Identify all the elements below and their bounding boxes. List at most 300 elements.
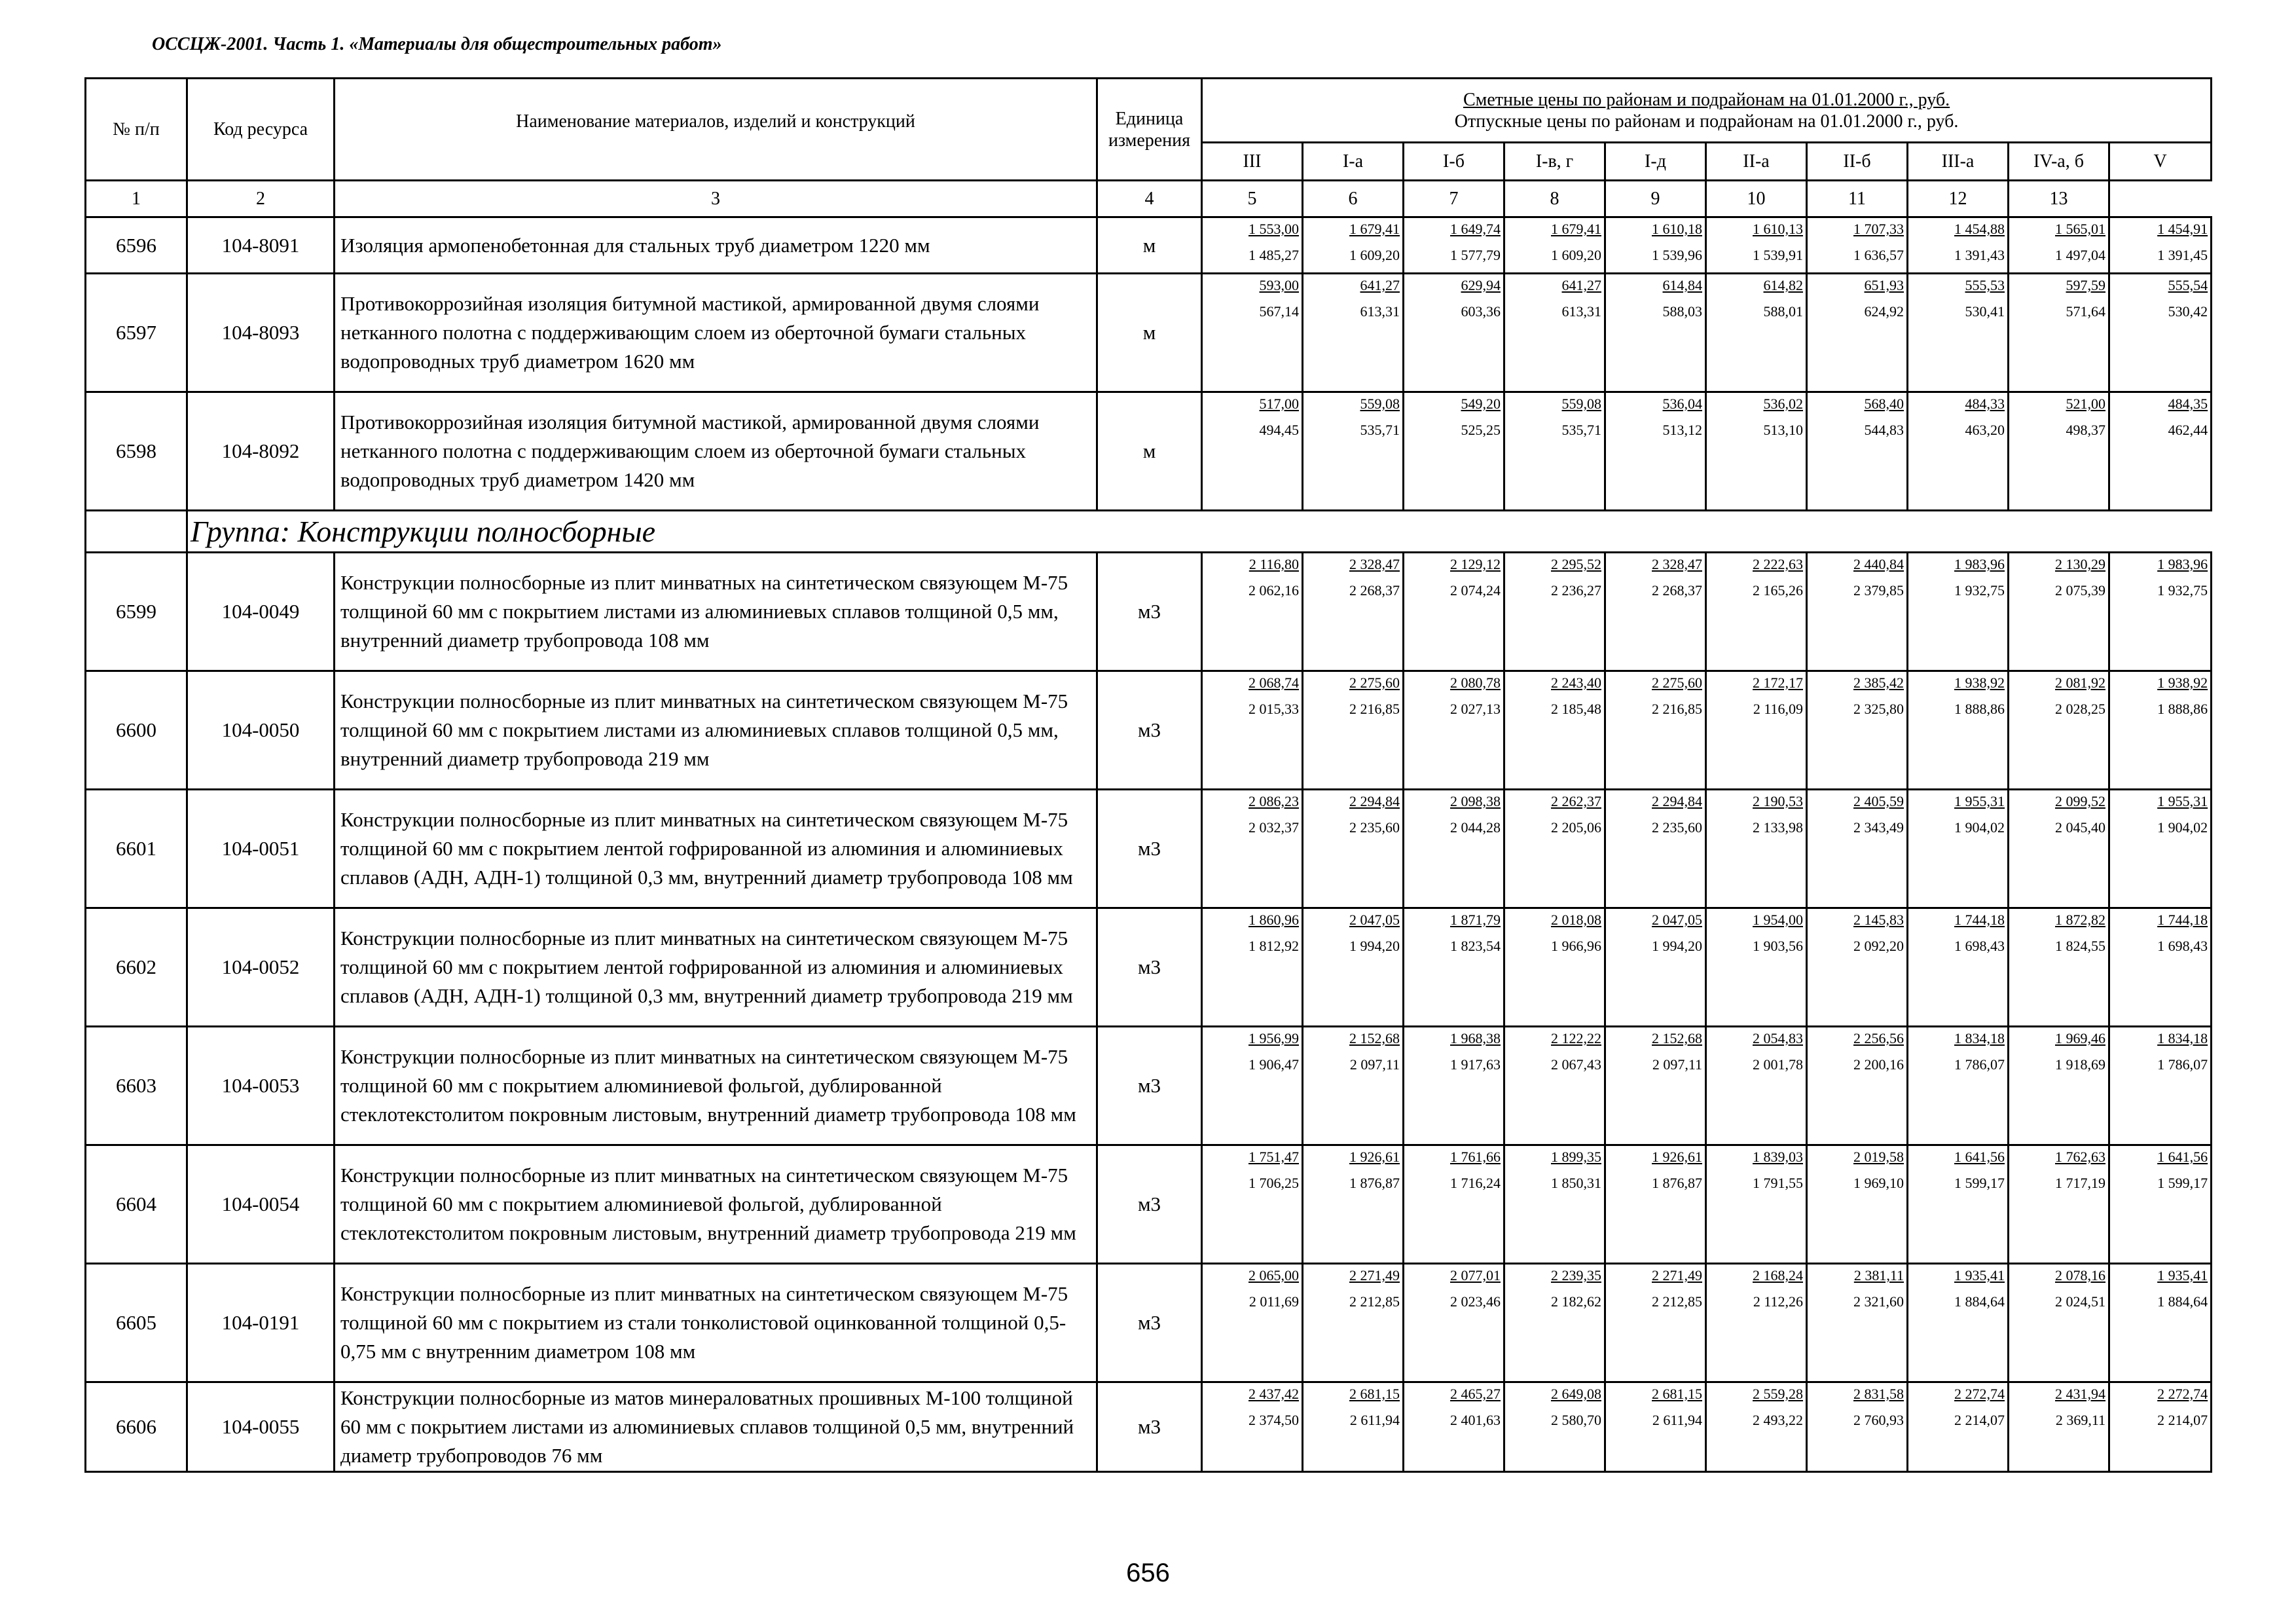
price-cell — [2009, 1145, 2109, 1264]
estimate-price: 2 077,01 — [1450, 1267, 1501, 1283]
estimate-price: 536,04 — [1662, 396, 1702, 412]
estimate-price: 2 098,38 — [1450, 793, 1501, 809]
header-code: Код ресурса — [187, 79, 335, 181]
release-price: 1 391,45 — [2157, 247, 2208, 263]
release-price: 2 182,62 — [1551, 1293, 1601, 1310]
estimate-price: 2 081,92 — [2055, 674, 2105, 691]
estimate-price: 555,53 — [1965, 277, 2005, 293]
price-cell — [2109, 1027, 2212, 1145]
price-cell — [1605, 1264, 1706, 1382]
material-name: Противокоррозийная изоляция битумной мастикой, армированной двумя слоями нетканного полотна с поддерживающим слоем из оберточной бумаги стальных водопроводных труб диаметром 1620 мм — [335, 274, 1097, 392]
header-column-number: 5 — [1202, 181, 1303, 217]
header-region: IV-а, б — [2009, 143, 2109, 181]
row-number: 6603 — [86, 1027, 187, 1145]
estimate-price: 2 440,84 — [1853, 556, 1904, 572]
price-cell — [1404, 1264, 1504, 1382]
unit-of-measure: м3 — [1097, 1264, 1202, 1382]
release-price: 2 760,93 — [1853, 1412, 1904, 1428]
price-cell — [1404, 274, 1504, 392]
estimate-price: 1 834,18 — [1954, 1030, 2005, 1046]
release-price: 2 214,07 — [2157, 1412, 2208, 1428]
release-price: 2 611,94 — [1349, 1412, 1400, 1428]
header-region: I-д — [1605, 143, 1706, 181]
release-price: 2 067,43 — [1551, 1056, 1601, 1073]
estimate-price: 2 559,28 — [1753, 1386, 1803, 1402]
estimate-price: 1 679,41 — [1349, 221, 1400, 237]
material-name: Конструкции полносборные из плит минватных на синтетическом связующем М-75 толщиной 60 мм с покрытием листами из алюминиевых сплавов толщиной 0,5 мм, внутренний диаметр трубопровода 219 мм — [335, 671, 1097, 790]
unit-of-measure: м3 — [1097, 671, 1202, 790]
release-price: 1 823,54 — [1450, 938, 1501, 954]
estimate-price: 614,82 — [1763, 277, 1803, 293]
release-price: 2 369,11 — [2055, 1412, 2105, 1428]
estimate-price: 2 385,42 — [1853, 674, 1904, 691]
header-column-number: 11 — [1807, 181, 1908, 217]
price-cell — [1807, 392, 1908, 511]
material-name: Противокоррозийная изоляция битумной мастикой, армированной двумя слоями нетканного полотна с поддерживающим слоем из оберточной бумаги стальных водопроводных труб диаметром 1420 мм — [335, 392, 1097, 511]
unit-of-measure: м — [1097, 274, 1202, 392]
header-column-number: 2 — [187, 181, 335, 217]
estimate-price: 2 152,68 — [1652, 1030, 1702, 1046]
release-price: 1 994,20 — [1652, 938, 1702, 954]
release-price: 2 092,20 — [1853, 938, 1904, 954]
estimate-price: 2 065,00 — [1248, 1267, 1299, 1283]
estimate-price: 2 272,74 — [2157, 1386, 2208, 1402]
release-price: 1 918,69 — [2055, 1056, 2105, 1073]
price-cell — [1202, 908, 1303, 1027]
material-name: Конструкции полносборные из плит минватных на синтетическом связующем М-75 толщиной 60 мм с покрытием лентой гофрированной из алюминия и алюминиевых сплавов (АДН, АДН-1) толщиной 0,3 мм, внутренний диаметр трубопровода 108 мм — [335, 790, 1097, 908]
material-name: Конструкции полносборные из плит минватных на синтетическом связующем М-75 толщиной 60 мм с покрытием лентой гофрированной из алюминия и алюминиевых сплавов (АДН, АДН-1) толщиной 0,3 мм, внутренний диаметр трубопровода 219 мм — [335, 908, 1097, 1027]
price-cell — [1807, 1145, 1908, 1264]
resource-code: 104-0051 — [187, 790, 335, 908]
estimate-price: 2 328,47 — [1652, 556, 1702, 572]
release-price: 1 791,55 — [1753, 1175, 1803, 1191]
table-row — [86, 671, 2212, 790]
material-name: Конструкции полносборные из плит минватных на синтетическом связующем М-75 толщиной 60 мм с покрытием листами из алюминиевых сплавов толщиной 0,5 мм, внутренний диаметр трубопровода 108 мм — [335, 553, 1097, 671]
release-price: 1 539,91 — [1753, 247, 1803, 263]
price-cell — [1605, 1382, 1706, 1472]
release-price: 1 932,75 — [2157, 582, 2208, 599]
price-cell — [1605, 274, 1706, 392]
estimate-price: 1 983,96 — [2157, 556, 2208, 572]
estimate-price: 1 926,61 — [1349, 1149, 1400, 1165]
price-cell — [1303, 1382, 1404, 1472]
resource-code: 104-8093 — [187, 274, 335, 392]
row-number: 6600 — [86, 671, 187, 790]
price-cell — [2109, 553, 2212, 671]
estimate-price: 2 465,27 — [1450, 1386, 1501, 1402]
header-column-number: 13 — [2009, 181, 2109, 217]
estimate-price: 1 610,18 — [1652, 221, 1702, 237]
price-cell — [1303, 908, 1404, 1027]
estimate-price: 651,93 — [1864, 277, 1904, 293]
material-name: Конструкции полносборные из плит минватных на синтетическом связующем М-75 толщиной 60 мм с покрытием алюминиевой фольгой, дублированной стеклотекстолитом покровным листовым, внутренний диаметр трубопровода 108 мм — [335, 1027, 1097, 1145]
price-cell — [1303, 274, 1404, 392]
release-price: 2 015,33 — [1248, 701, 1299, 717]
release-price: 1 884,64 — [1954, 1293, 2005, 1310]
release-price: 535,71 — [1561, 422, 1601, 438]
release-price: 1 497,04 — [2055, 247, 2105, 263]
estimate-price: 593,00 — [1259, 277, 1299, 293]
price-cell — [1504, 1027, 1605, 1145]
header-region: I-а — [1303, 143, 1404, 181]
price-cell — [1202, 553, 1303, 671]
price-cell — [1605, 392, 1706, 511]
release-price: 463,20 — [1965, 422, 2005, 438]
release-price: 2 185,48 — [1551, 701, 1601, 717]
release-price: 2 235,60 — [1652, 819, 1702, 836]
release-price: 1 698,43 — [1954, 938, 2005, 954]
release-price: 603,36 — [1461, 303, 1501, 320]
release-price: 1 485,27 — [1248, 247, 1299, 263]
release-price: 624,92 — [1864, 303, 1904, 320]
estimate-price: 597,59 — [2066, 277, 2105, 293]
header-column-number: 3 — [335, 181, 1097, 217]
price-cell — [1908, 274, 2009, 392]
release-price: 1 876,87 — [1349, 1175, 1400, 1191]
header-unit: Единица измерения — [1097, 79, 1202, 181]
release-price: 494,45 — [1259, 422, 1299, 438]
release-price: 1 904,02 — [1954, 819, 2005, 836]
price-cell — [1807, 274, 1908, 392]
estimate-price: 2 099,52 — [2055, 793, 2105, 809]
header-column-number: 10 — [1706, 181, 1807, 217]
estimate-price: 641,27 — [1561, 277, 1601, 293]
estimate-price: 629,94 — [1461, 277, 1501, 293]
release-price: 1 599,17 — [1954, 1175, 2005, 1191]
estimate-price: 1 935,41 — [1954, 1267, 2005, 1283]
release-price: 2 214,07 — [1954, 1412, 2005, 1428]
header-prices-release: Отпускные цены по районам и подрайонам на 01.01.2000 г., руб. — [1454, 111, 1959, 132]
header-column-number: 8 — [1504, 181, 1605, 217]
page-number: 656 — [1126, 1559, 1170, 1587]
group-title: Группа: Конструкции полносборные — [187, 511, 2212, 553]
estimate-price: 521,00 — [2066, 396, 2105, 412]
unit-of-measure: м3 — [1097, 908, 1202, 1027]
estimate-price: 2 381,11 — [1853, 1267, 1904, 1283]
estimate-price: 2 152,68 — [1349, 1030, 1400, 1046]
estimate-price: 614,84 — [1662, 277, 1702, 293]
price-cell — [1908, 790, 2009, 908]
price-cell — [1706, 217, 1807, 274]
release-price: 2 343,49 — [1853, 819, 1904, 836]
release-price: 1 903,56 — [1753, 938, 1803, 954]
unit-of-measure: м3 — [1097, 553, 1202, 671]
price-cell — [1404, 1027, 1504, 1145]
estimate-price: 2 172,17 — [1753, 674, 1803, 691]
estimate-price: 2 168,24 — [1753, 1267, 1803, 1283]
estimate-price: 2 145,83 — [1853, 912, 1904, 928]
release-price: 1 932,75 — [1954, 582, 2005, 599]
material-name: Конструкции полносборные из плит минватных на синтетическом связующем М-75 толщиной 60 мм с покрытием из стали тонколистовой оцинкованной толщиной 0,5-0,75 мм с внутренним диаметром 108 мм — [335, 1264, 1097, 1382]
estimate-price: 484,33 — [1965, 396, 2005, 412]
release-price: 613,31 — [1360, 303, 1400, 320]
estimate-price: 1 649,74 — [1450, 221, 1501, 237]
release-price: 462,44 — [2168, 422, 2208, 438]
price-cell — [1807, 1264, 1908, 1382]
header-region: I-б — [1404, 143, 1504, 181]
price-cell — [1706, 790, 1807, 908]
release-price: 2 045,40 — [2055, 819, 2105, 836]
price-cell — [1404, 790, 1504, 908]
estimate-price: 2 256,56 — [1853, 1030, 1904, 1046]
estimate-price: 1 954,00 — [1753, 912, 1803, 928]
release-price: 2 321,60 — [1853, 1293, 1904, 1310]
row-number: 6606 — [86, 1382, 187, 1472]
header-column-number: 1 — [86, 181, 187, 217]
price-cell — [2009, 392, 2109, 511]
release-price: 2 097,11 — [1652, 1056, 1702, 1073]
price-cell — [1303, 1145, 1404, 1264]
price-cell — [1303, 392, 1404, 511]
price-cell — [1303, 671, 1404, 790]
estimate-price: 1 871,79 — [1450, 912, 1501, 928]
release-price: 1 609,20 — [1349, 247, 1400, 263]
price-cell — [1605, 908, 1706, 1027]
price-cell — [1807, 1382, 1908, 1472]
estimate-price: 559,08 — [1561, 396, 1601, 412]
price-cell — [2009, 217, 2109, 274]
estimate-price: 1 641,56 — [2157, 1149, 2208, 1165]
estimate-price: 1 899,35 — [1551, 1149, 1601, 1165]
resource-code: 104-0050 — [187, 671, 335, 790]
release-price: 2 379,85 — [1853, 582, 1904, 599]
estimate-price: 484,35 — [2168, 396, 2208, 412]
estimate-price: 1 762,63 — [2055, 1149, 2105, 1165]
estimate-price: 1 955,31 — [1954, 793, 2005, 809]
release-price: 1 698,43 — [2157, 938, 2208, 954]
price-cell — [1404, 553, 1504, 671]
price-cell — [1504, 274, 1605, 392]
row-number: 6605 — [86, 1264, 187, 1382]
price-cell — [1504, 217, 1605, 274]
release-price: 2 133,98 — [1753, 819, 1803, 836]
release-price: 525,25 — [1461, 422, 1501, 438]
material-name: Конструкции полносборные из плит минватных на синтетическом связующем М-75 толщиной 60 мм с покрытием алюминиевой фольгой, дублированной стеклотекстолитом покровным листовым, внутренний диаметр трубопровода 219 мм — [335, 1145, 1097, 1264]
estimate-price: 2 294,84 — [1652, 793, 1702, 809]
release-price: 498,37 — [2066, 422, 2105, 438]
estimate-price: 1 744,18 — [1954, 912, 2005, 928]
resource-code: 104-0054 — [187, 1145, 335, 1264]
release-price: 2 024,51 — [2055, 1293, 2105, 1310]
estimate-price: 1 926,61 — [1652, 1149, 1702, 1165]
header-prices-estimate: Сметные цены по районам и подрайонам на 01.01.2000 г., руб. — [1463, 89, 1950, 110]
estimate-price: 1 454,91 — [2157, 221, 2208, 237]
price-cell — [1605, 790, 1706, 908]
release-price: 2 205,06 — [1551, 819, 1601, 836]
release-price: 2 165,26 — [1753, 582, 1803, 599]
release-price: 1 716,24 — [1450, 1175, 1501, 1191]
price-cell — [1202, 217, 1303, 274]
release-price: 1 917,63 — [1450, 1056, 1501, 1073]
price-cell — [1303, 790, 1404, 908]
resource-code: 104-0053 — [187, 1027, 335, 1145]
unit-of-measure: м3 — [1097, 1145, 1202, 1264]
estimate-price: 2 271,49 — [1652, 1267, 1702, 1283]
estimate-price: 2 078,16 — [2055, 1267, 2105, 1283]
release-price: 1 717,19 — [2055, 1175, 2105, 1191]
release-price: 2 032,37 — [1248, 819, 1299, 836]
price-cell — [1202, 1027, 1303, 1145]
price-cell — [2109, 1264, 2212, 1382]
group-row-spacer — [86, 511, 187, 553]
table-row — [86, 1145, 2212, 1264]
row-number: 6596 — [86, 217, 187, 274]
table-row — [86, 274, 2212, 392]
price-cell — [2009, 553, 2109, 671]
price-cell — [1908, 553, 2009, 671]
estimate-price: 1 839,03 — [1753, 1149, 1803, 1165]
release-price: 1 636,57 — [1853, 247, 1904, 263]
price-cell — [1504, 790, 1605, 908]
estimate-price: 1 860,96 — [1248, 912, 1299, 928]
group-row — [86, 511, 2212, 553]
header-name: Наименование материалов, изделий и конструкций — [335, 79, 1097, 181]
release-price: 613,31 — [1561, 303, 1601, 320]
estimate-price: 2 086,23 — [1248, 793, 1299, 809]
table-row — [86, 1382, 2212, 1472]
release-price: 1 824,55 — [2055, 938, 2105, 954]
estimate-price: 1 751,47 — [1248, 1149, 1299, 1165]
estimate-price: 2 239,35 — [1551, 1267, 1601, 1283]
price-cell — [1908, 217, 2009, 274]
price-cell — [2009, 1027, 2109, 1145]
release-price: 2 216,85 — [1652, 701, 1702, 717]
header-column-number: 12 — [1908, 181, 2009, 217]
row-number: 6601 — [86, 790, 187, 908]
resource-code: 104-8091 — [187, 217, 335, 274]
estimate-price: 1 761,66 — [1450, 1149, 1501, 1165]
release-price: 2 200,16 — [1853, 1056, 1904, 1073]
estimate-price: 2 222,63 — [1753, 556, 1803, 572]
release-price: 1 786,07 — [1954, 1056, 2005, 1073]
estimate-price: 1 610,13 — [1753, 221, 1803, 237]
release-price: 2 325,80 — [1853, 701, 1904, 717]
price-cell — [1706, 1145, 1807, 1264]
resource-code: 104-0049 — [187, 553, 335, 671]
price-cell — [1202, 1145, 1303, 1264]
resource-code: 104-0055 — [187, 1382, 335, 1472]
release-price: 1 876,87 — [1652, 1175, 1702, 1191]
price-cell — [1504, 553, 1605, 671]
price-cell — [2109, 392, 2212, 511]
release-price: 1 391,43 — [1954, 247, 2005, 263]
release-price: 2 011,69 — [1248, 1293, 1299, 1310]
estimate-price: 2 831,58 — [1853, 1386, 1904, 1402]
estimate-price: 1 938,92 — [2157, 674, 2208, 691]
estimate-price: 2 047,05 — [1652, 912, 1702, 928]
header-region: II-б — [1807, 143, 1908, 181]
release-price: 588,01 — [1763, 303, 1803, 320]
release-price: 2 212,85 — [1652, 1293, 1702, 1310]
price-cell — [1303, 553, 1404, 671]
price-cell — [2009, 1264, 2109, 1382]
table-row — [86, 217, 2212, 274]
estimate-price: 2 243,40 — [1551, 674, 1601, 691]
estimate-price: 2 019,58 — [1853, 1149, 1904, 1165]
release-price: 2 075,39 — [2055, 582, 2105, 599]
estimate-price: 2 262,37 — [1551, 793, 1601, 809]
release-price: 2 212,85 — [1349, 1293, 1400, 1310]
unit-of-measure: м3 — [1097, 790, 1202, 908]
price-cell — [1404, 671, 1504, 790]
release-price: 2 268,37 — [1349, 582, 1400, 599]
row-number: 6604 — [86, 1145, 187, 1264]
release-price: 2 062,16 — [1248, 582, 1299, 599]
estimate-price: 2 190,53 — [1753, 793, 1803, 809]
price-cell — [1908, 671, 2009, 790]
price-cell — [1605, 1145, 1706, 1264]
header-region: II-а — [1706, 143, 1807, 181]
price-cell — [1404, 392, 1504, 511]
estimate-price: 1 956,99 — [1248, 1030, 1299, 1046]
estimate-price: 1 968,38 — [1450, 1030, 1501, 1046]
estimate-price: 1 454,88 — [1954, 221, 2005, 237]
estimate-price: 2 405,59 — [1853, 793, 1904, 809]
release-price: 2 001,78 — [1753, 1056, 1803, 1073]
header-region: III-а — [1908, 143, 2009, 181]
price-cell — [1706, 671, 1807, 790]
release-price: 1 888,86 — [2157, 701, 2208, 717]
price-cell — [1706, 1382, 1807, 1472]
estimate-price: 1 983,96 — [1954, 556, 2005, 572]
release-price: 2 374,50 — [1248, 1412, 1299, 1428]
row-number: 6599 — [86, 553, 187, 671]
estimate-price: 1 872,82 — [2055, 912, 2105, 928]
estimate-price: 549,20 — [1461, 396, 1501, 412]
release-price: 1 966,96 — [1551, 938, 1601, 954]
release-price: 2 027,13 — [1450, 701, 1501, 717]
estimate-price: 2 129,12 — [1450, 556, 1501, 572]
unit-of-measure: м — [1097, 392, 1202, 511]
estimate-price: 2 437,42 — [1248, 1386, 1299, 1402]
estimate-price: 1 969,46 — [2055, 1030, 2105, 1046]
estimate-price: 1 641,56 — [1954, 1149, 2005, 1165]
estimate-price: 1 707,33 — [1853, 221, 1904, 237]
header-num: № п/п — [86, 79, 187, 181]
price-cell — [2109, 790, 2212, 908]
header-column-number: 7 — [1404, 181, 1504, 217]
material-name: Изоляция армопенобетонная для стальных труб диаметром 1220 мм — [335, 217, 1097, 274]
estimate-price: 536,02 — [1763, 396, 1803, 412]
release-price: 2 112,26 — [1753, 1293, 1803, 1310]
release-price: 2 023,46 — [1450, 1293, 1501, 1310]
estimate-price: 1 935,41 — [2157, 1267, 2208, 1283]
release-price: 588,03 — [1662, 303, 1702, 320]
estimate-price: 1 744,18 — [2157, 912, 2208, 928]
estimate-price: 2 294,84 — [1349, 793, 1400, 809]
price-cell — [2009, 790, 2109, 908]
estimate-price: 2 681,15 — [1652, 1386, 1702, 1402]
price-cell — [1908, 1145, 2009, 1264]
price-cell — [1908, 1027, 2009, 1145]
release-price: 2 216,85 — [1349, 701, 1400, 717]
release-price: 2 235,60 — [1349, 819, 1400, 836]
release-price: 2 493,22 — [1753, 1412, 1803, 1428]
unit-of-measure: м3 — [1097, 1382, 1202, 1472]
price-cell — [1504, 392, 1605, 511]
release-price: 2 074,24 — [1450, 582, 1501, 599]
header-region: III — [1202, 143, 1303, 181]
release-price: 530,42 — [2168, 303, 2208, 320]
release-price: 1 539,96 — [1652, 247, 1702, 263]
release-price: 1 888,86 — [1954, 701, 2005, 717]
estimate-price: 2 018,08 — [1551, 912, 1601, 928]
price-cell — [1706, 274, 1807, 392]
price-cell — [1504, 671, 1605, 790]
price-cell — [1504, 1264, 1605, 1382]
release-price: 1 609,20 — [1551, 247, 1601, 263]
table-row — [86, 553, 2212, 671]
